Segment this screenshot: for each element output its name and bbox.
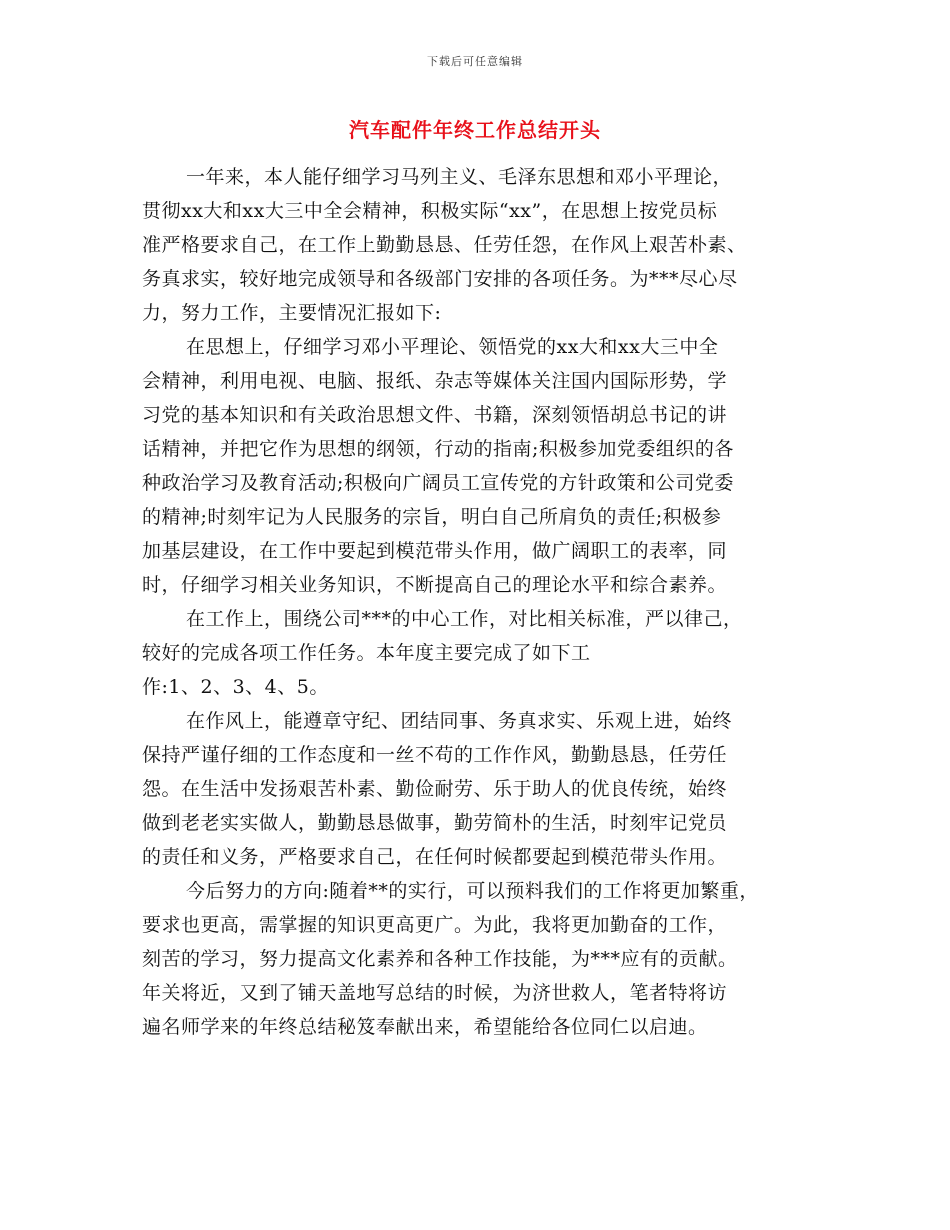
paragraph-2 [142, 330, 818, 602]
text-line: 要求也更高，需掌握的知识更高更广。为此，我将更加勤奋的工作， [142, 914, 728, 936]
header-note: 下载后可任意编辑 [427, 55, 523, 68]
paragraph-1 [142, 160, 818, 330]
text-line: 话精神，并把它作为思想的纲领，行动的指南;积极参加党委组织的各 [142, 438, 734, 460]
text-line: 的责任和义务，严格要求自己，在任何时候都要起到模范带头作用。 [142, 846, 728, 868]
paragraph-5 [142, 874, 818, 1044]
text-line: 在工作上，围绕公司***的中心工作，对比相关标准，严以律己， [186, 608, 743, 630]
text-line: 较好的完成各项工作任务。本年度主要完成了如下工 [142, 642, 591, 664]
text-line: 一年来，本人能仔细学习马列主义、毛泽东思想和邓小平理论， [186, 166, 733, 188]
text-line: 在作风上，能遵章守纪、团结同事、务真求实、乐观上进，始终 [186, 710, 733, 732]
text-line: 刻苦的学习，努力提高文化素养和各种工作技能，为***应有的贡献。 [142, 948, 738, 970]
text-line: 会精神，利用电视、电脑、报纸、杂志等媒体关注国内国际形势，学 [142, 370, 728, 392]
document-body [142, 160, 818, 1044]
text-line: 贯彻xx大和xx大三中全会精神，积极实际“xx”，在思想上按党员标 [142, 200, 718, 222]
text-line: 种政治学习及教育活动;积极向广阔员工宣传党的方针政策和公司党委 [142, 472, 734, 494]
text-line: 保持严谨仔细的工作态度和一丝不苟的工作作风，勤勤恳恳，任劳任 [142, 744, 728, 766]
text-line: 作:1、2、3、4、5。 [142, 676, 329, 698]
text-line: 做到老老实实做人，勤勤恳恳做事，勤劳简朴的生活，时刻牢记党员 [142, 812, 728, 834]
text-line: 时，仔细学习相关业务知识，不断提高自己的理论水平和综合素养。 [142, 574, 728, 596]
text-line: 年关将近，又到了铺天盖地写总结的时候，为济世救人，笔者特将访 [142, 982, 728, 1004]
text-line: 力，努力工作，主要情况汇报如下: [142, 302, 442, 324]
paragraph-3 [142, 602, 818, 704]
text-line: 遍名师学来的年终总结秘笈奉献出来，希望能给各位同仁以启迪。 [142, 1016, 708, 1038]
paragraph-4 [142, 704, 818, 874]
text-line: 务真求实，较好地完成领导和各级部门安排的各项任务。为***尽心尽 [142, 268, 738, 290]
text-line: 习党的基本知识和有关政治思想文件、书籍，深刻领悟胡总书记的讲 [142, 404, 728, 426]
document-title: 汽车配件年终工作总结开头 [349, 118, 601, 142]
text-line: 加基层建设，在工作中要起到模范带头作用，做广阔职工的表率，同 [142, 540, 728, 562]
text-line: 准严格要求自己，在工作上勤勤恳恳、任劳任怨，在作风上艰苦朴素、 [142, 234, 747, 256]
text-line: 怨。在生活中发扬艰苦朴素、勤俭耐劳、乐于助人的优良传统，始终 [142, 778, 728, 800]
text-line: 在思想上，仔细学习邓小平理论、领悟党的xx大和xx大三中全 [186, 336, 719, 358]
text-line: 今后努力的方向:随着**的实行，可以预料我们的工作将更加繁重， [186, 880, 759, 902]
text-line: 的精神;时刻牢记为人民服务的宗旨，明白自己所肩负的责任;积极参 [142, 506, 722, 528]
